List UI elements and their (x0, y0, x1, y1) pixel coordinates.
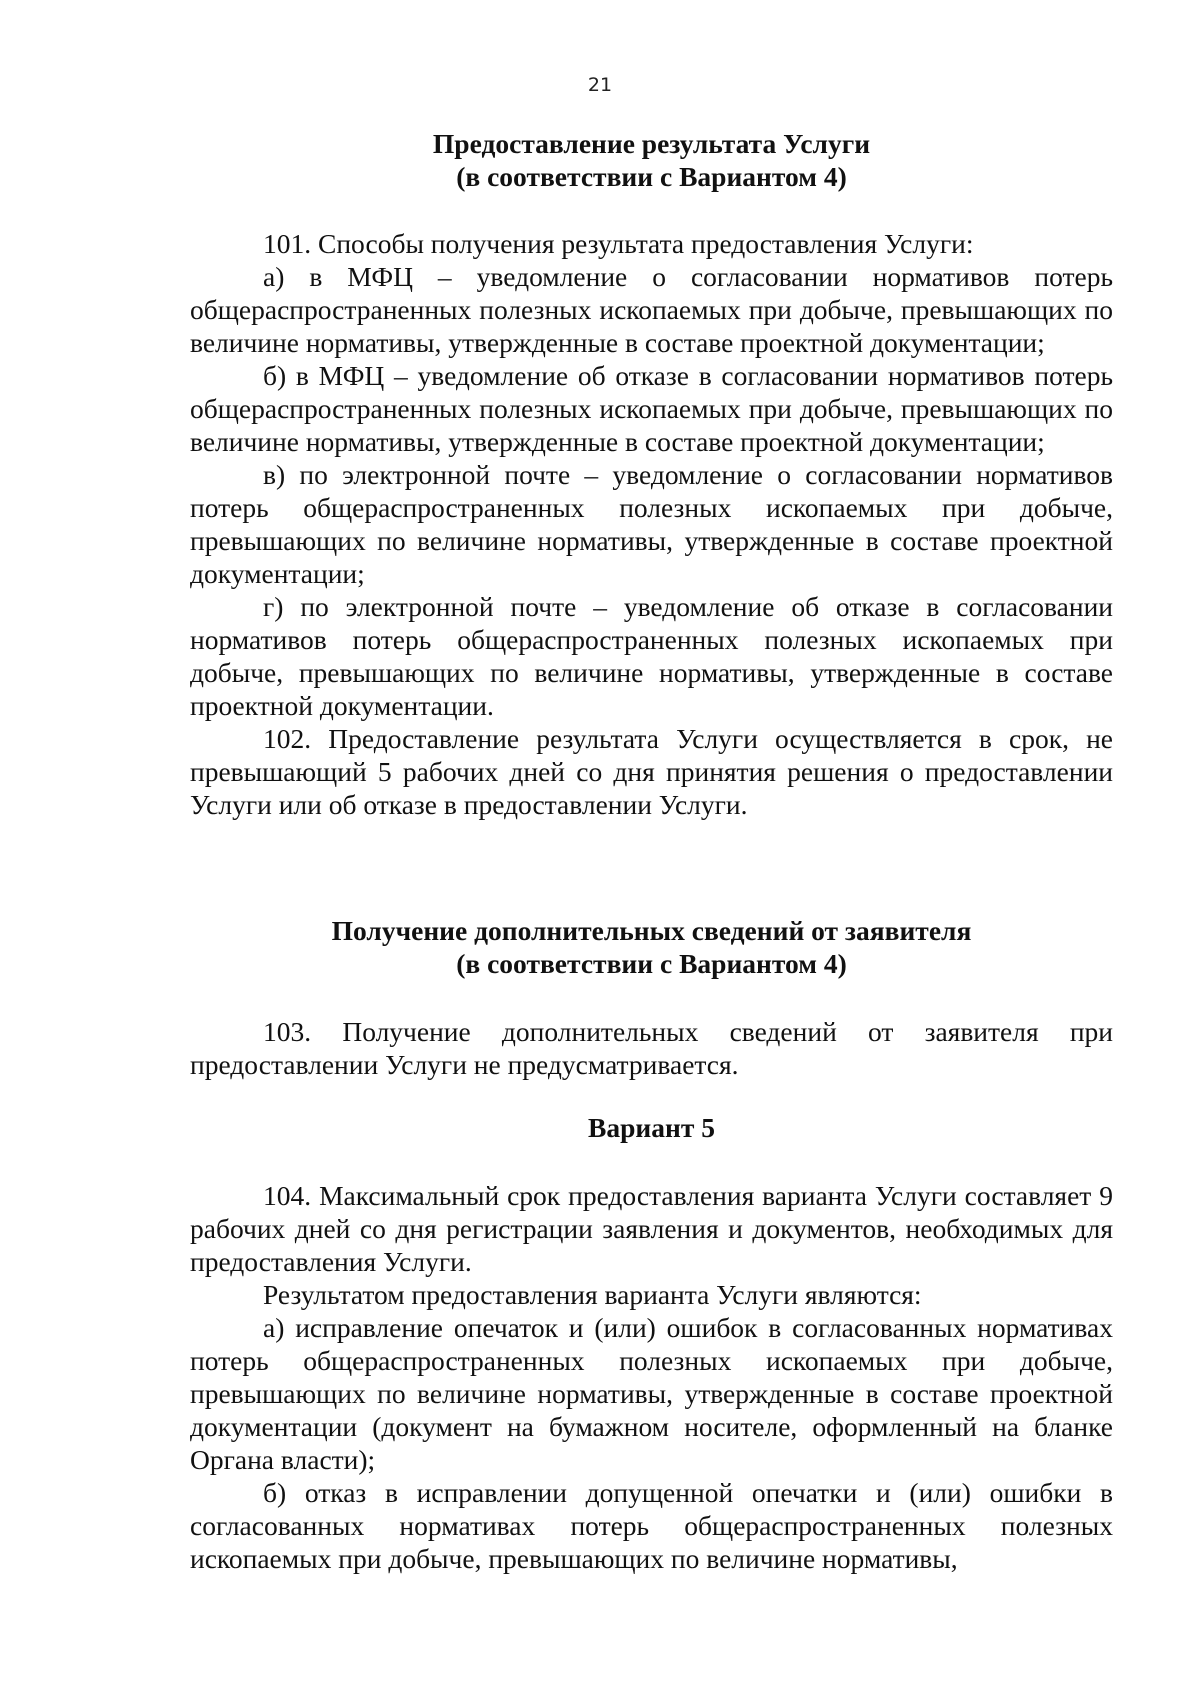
section-body-result-provision (190, 227, 1113, 821)
paragraph-result-a: а) исправление опечаток и (или) ошибок в согласованных нормативах потерь общераспространенных полезных ископаемых при добыче, превышающих по величине нормативы, утвержденные в составе проектной документации (документ на бумажном носителе, оформленный на бланке Органа власти); (190, 1312, 1113, 1475)
section-heading-result-provision (190, 127, 1113, 193)
section-heading-line: (в соответствии с Вариантом 4) (456, 161, 847, 192)
paragraph-result-b: б) отказ в исправлении допущенной опечатки и (или) ошибки в согласованных нормативах потерь общераспространенных полезных ископаемых при добыче, превышающих по величине нормативы, (190, 1477, 1113, 1574)
paragraph-103: 103. Получение дополнительных сведений от заявителя при предоставлении Услуги не предусматривается. (190, 1016, 1113, 1080)
section-heading-line: Предоставление результата Услуги (432, 128, 871, 159)
paragraph-result-intro: Результатом предоставления варианта Услуги являются: (263, 1279, 922, 1310)
section-heading-line: Вариант 5 (588, 1112, 715, 1143)
paragraph-102: 102. Предоставление результата Услуги осуществляется в срок, не превышающий 5 рабочих дней со дня принятия решения о предоставлении Услуги или об отказе в предоставлении Услуги. (190, 723, 1113, 820)
section-heading-additional-info (190, 914, 1113, 980)
paragraph-101: 101. Способы получения результата предоставления Услуги: (263, 228, 974, 259)
page-number: 21 (587, 74, 613, 96)
paragraph-101-a: а) в МФЦ – уведомление о согласовании нормативов потерь общераспространенных полезных ископаемых при добыче, превышающих по величине нормативы, утвержденные в составе проектной документации; (190, 261, 1113, 358)
section-body-additional-info (190, 1015, 1113, 1081)
section-body-variant-5 (190, 1179, 1113, 1575)
section-heading-variant-5 (190, 1111, 1113, 1144)
paragraph-101-g: г) по электронной почте – уведомление об отказе в согласовании нормативов потерь общераспространенных полезных ископаемых при добыче, превышающих по величине нормативы, утвержденные в составе проектной документации. (190, 591, 1113, 721)
section-heading-line: (в соответствии с Вариантом 4) (456, 948, 847, 979)
paragraph-101-b: б) в МФЦ – уведомление об отказе в согласовании нормативов потерь общераспространенных полезных ископаемых при добыче, превышающих по величине нормативы, утвержденные в составе проектной документации; (190, 360, 1113, 457)
paragraph-101-v: в) по электронной почте – уведомление о согласовании нормативов потерь общераспространенных полезных ископаемых при добыче, превышающих по величине нормативы, утвержденные в составе проектной документации; (190, 459, 1113, 589)
section-heading-line: Получение дополнительных сведений от заявителя (331, 915, 972, 946)
paragraph-104: 104. Максимальный срок предоставления варианта Услуги составляет 9 рабочих дней со дня регистрации заявления и документов, необходимых для предоставления Услуги. (190, 1180, 1113, 1277)
